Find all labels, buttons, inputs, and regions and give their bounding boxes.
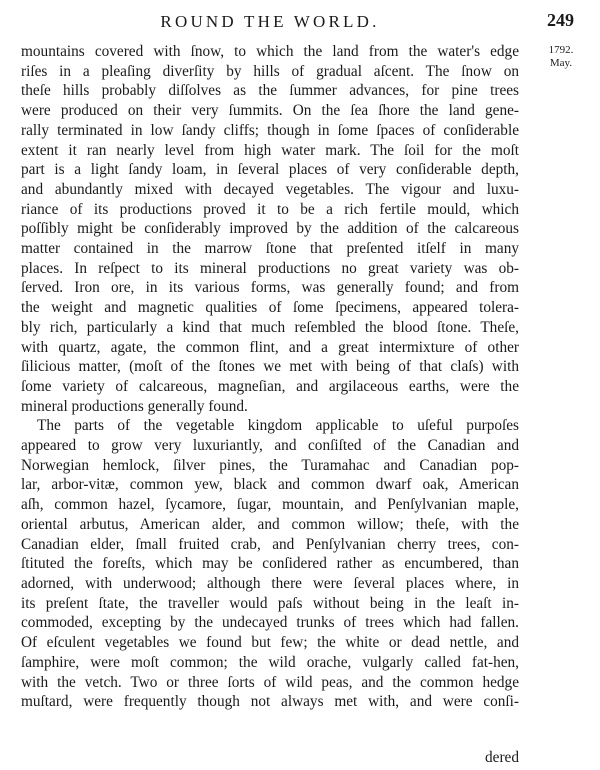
text-line: mountains covered with ſnow, to which the land from the water's edge bbox=[21, 43, 519, 60]
text-line: with the vetch. Two or three ſorts of wild peas, and the common hedge bbox=[21, 673, 519, 691]
text-line: mineral productions generally found. bbox=[21, 397, 248, 415]
text-line: places. In reſpect to its mineral productions no great variety was ob- bbox=[21, 259, 519, 277]
text-line: part is a light ſandy loam, in ſeveral places of very conſiderable depth, bbox=[21, 161, 519, 179]
text-line: appeared to grow very luxuriantly, and conſiſted of the Canadian and bbox=[21, 437, 519, 455]
text-line: The parts of the vegetable kingdom applicable to uſeful purpoſes bbox=[37, 417, 519, 435]
text-line: ſerved. Iron ore, in its various forms, was generally found; and from bbox=[21, 279, 519, 297]
text-line: bly rich, particularly a kind that much reſembled the blood ſtone. Theſe, bbox=[21, 318, 519, 336]
margin-note-month: May. bbox=[549, 57, 573, 69]
text-line: its preſent ſtate, the traveller would paſs without being in the leaſt in- bbox=[21, 594, 519, 612]
text-line: were produced on their very ſummits. On the ſea ſhore the land gene- bbox=[21, 102, 519, 120]
running-head: ROUND THE WORLD. bbox=[160, 12, 380, 31]
text-line: ſtituted the foreſts, which may be conſidered rather as encumbered, than bbox=[21, 555, 519, 573]
text-line: extent it ran nearly level from high water mark. The ſoil for the moſt bbox=[21, 141, 519, 159]
text-line: poſſibly might be conſiderably improved by the addition of the calcareous bbox=[21, 220, 519, 238]
text-line: riance of its productions proved it to be a rich fertile mould, which bbox=[21, 200, 519, 218]
text-line: riſes in a pleaſing diverſity by hills of gradual aſcent. The ſnow on bbox=[21, 62, 519, 80]
catchword: dered bbox=[485, 749, 519, 766]
body-text bbox=[21, 42, 519, 712]
text-line: with quartz, agate, the common flint, and a great intermixture of other bbox=[21, 338, 519, 356]
paragraph-1 bbox=[21, 42, 519, 416]
text-line: Canadian elder, ſmall fruited crab, and Penſylvanian cherry trees, con- bbox=[21, 535, 519, 553]
text-line: ſome variety of calcareous, magneſian, and argilaceous earths, were the bbox=[21, 377, 519, 395]
text-line: aſh, common hazel, ſycamore, ſugar, mountain, and Penſylvanian maple, bbox=[21, 496, 519, 514]
text-line: rally terminated in low ſandy cliffs; though in ſome ſpaces of conſiderable bbox=[21, 121, 519, 139]
text-line: commoded, excepting by the undecayed trunks of trees which had fallen. bbox=[21, 614, 519, 632]
text-line: oriental arbutus, American alder, and common willow; theſe, with the bbox=[21, 515, 519, 533]
text-line: Norwegian hemlock, ſilver pines, the Turamahac and Canadian pop- bbox=[21, 456, 519, 474]
text-line: theſe hills probably diſſolves as the ſummer advances, for pine trees bbox=[21, 82, 519, 100]
paragraph-2 bbox=[21, 416, 519, 712]
margin-note bbox=[532, 44, 590, 70]
page-number: 249 bbox=[547, 10, 574, 30]
text-line: ſilicious matter, (moſt of the ſtones we met with being of that claſs) with bbox=[21, 358, 519, 376]
margin-note-year: 1792. bbox=[548, 44, 574, 56]
text-line: lar, arbor-vitæ, common yew, black and common dwarf oak, American bbox=[21, 476, 519, 494]
text-line: Of eſculent vegetables we found but few; the white or dead nettle, and bbox=[21, 634, 519, 652]
text-line: the weight and magnetic qualities of ſome ſpecimens, appeared tolera- bbox=[21, 299, 519, 317]
text-line: muſtard, were frequently though not always met with, and were conſi- bbox=[21, 693, 519, 711]
text-line: matter contained in the marrow ſtone that preſented itſelf in many bbox=[21, 240, 519, 258]
text-line: and abundantly mixed with decayed vegetables. The vigour and luxu- bbox=[21, 180, 519, 198]
text-line: adorned, with underwood; although there were ſeveral places where, in bbox=[21, 574, 519, 592]
text-line: ſamphire, were moſt common; the wild orache, vulgarly called fat-hen, bbox=[21, 653, 519, 671]
